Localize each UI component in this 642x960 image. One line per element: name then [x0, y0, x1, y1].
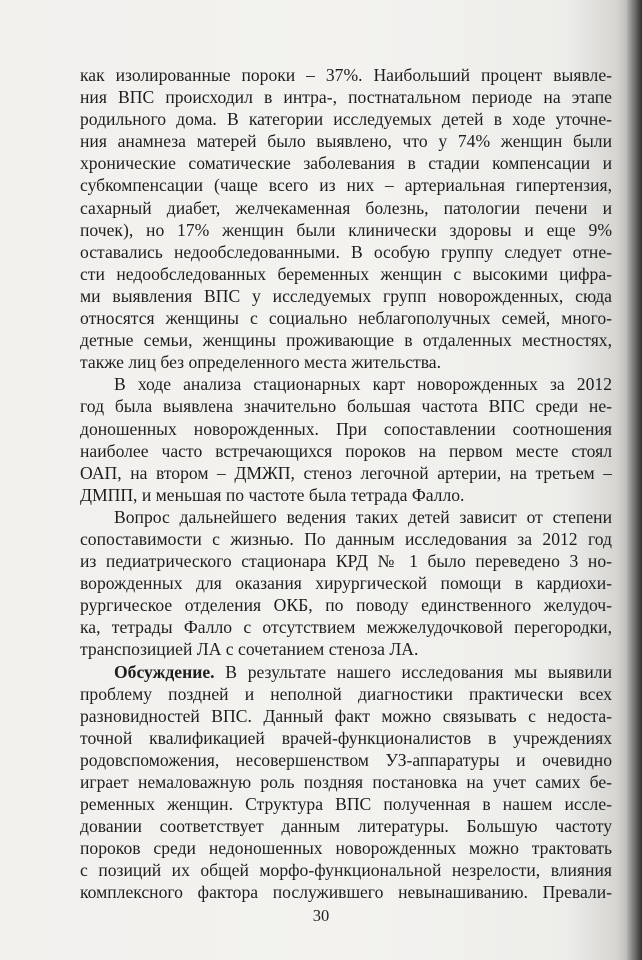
text-line: также лиц без определенного места жительства.: [80, 352, 441, 373]
paragraph-discussion: [80, 661, 612, 904]
text-line: хронические соматические заболевания в стадии компенсации и: [80, 153, 612, 174]
text-line: сопоставимости с жизнью. По данным исследования за 2012 год: [80, 528, 612, 549]
text-line: год была выявлена значительно большая частота ВПС среди не-: [80, 396, 612, 417]
paragraph-1: [80, 64, 612, 373]
text-line: оставались недообследованными. В особую группу следует отне-: [80, 241, 612, 262]
text-line: комплексного фактора послужившего невынашиванию. Превали-: [80, 882, 612, 903]
text-line: ворожденных для оказания хирургической помощи в кардиохи-: [80, 573, 612, 594]
body-text: [80, 64, 612, 904]
page-binding-shadow: [626, 0, 642, 960]
text-line: точной квалификацией врачей-функционалистов в учреждениях: [80, 727, 612, 748]
text-line: ДМПП, и меньшая по частоте была тетрада Фалло.: [80, 484, 465, 505]
paragraph-2: [80, 373, 612, 506]
text-line: относятся женщины с социально неблагополучных семей, много-: [80, 308, 612, 329]
text-line: играет немаловажную роль поздняя постановка на учет самих бе-: [80, 772, 612, 792]
text-line: субкомпенсации (чаще всего из них – артериальная гипертензия,: [80, 175, 612, 196]
text-line: из педиатрического стационара КРД № 1 было переведено 3 но-: [80, 551, 612, 572]
text-line: сти недообследованных беременных женщин с высокими цифра-: [80, 263, 612, 284]
text-line: [80, 661, 612, 683]
text-line: родильного дома. В категории исследуемых детей в ходе уточне-: [80, 109, 612, 130]
text-line: ния ВПС происходил в интра-, постнатальном периоде на этапе: [80, 87, 612, 108]
text-line: ОАП, на втором – ДМЖП, стеноз легочной артерии, на третьем –: [80, 462, 612, 483]
text-line: проблему поздней и неполной диагностики практически всех: [80, 683, 612, 704]
text-line: пороков среди недоношенных новорожденных можно трактовать: [80, 838, 612, 859]
text-line: сахарный диабет, желчекаменная болезнь, патологии печени и: [80, 197, 612, 218]
paragraph-3: [80, 506, 612, 661]
text-line: детные семьи, женщины проживающие в отдаленных местностях,: [80, 330, 612, 351]
text-line: рургическое отделения ОКБ, по поводу единственного желудоч-: [80, 595, 612, 616]
text-line: разновидностей ВПС. Данный факт можно связывать с недоста-: [80, 705, 612, 726]
text-line: ния анамнеза матерей было выявлено, что у 74% женщин были: [80, 131, 612, 152]
text-line: почек), но 17% женщин были клинически здоровы и еще 9%: [80, 219, 612, 240]
text-line: с позиций их общей морфо-функциональной незрелости, влияния: [80, 860, 612, 881]
text-line: родовспоможения, несовершенством УЗ-аппаратуры и очевидно: [80, 749, 612, 770]
text-line: довании соответствует данным литературы. Большую частоту: [80, 816, 612, 837]
section-heading: Обсуждение.: [114, 661, 215, 682]
page-number: 30: [312, 906, 330, 925]
text-line: транспозицией ЛА с сочетанием стеноза ЛА.: [80, 639, 419, 660]
text-line: Вопрос дальнейшего ведения таких детей зависит от степени: [114, 506, 612, 527]
text-line: В ходе анализа стационарных карт новорожденных за 2012: [114, 374, 612, 395]
text-line: ка, тетрады Фалло с отсутствием межжелудочковой перегородки,: [80, 617, 612, 638]
text-line: ременных женщин. Структура ВПС полученная в нашем иссле-: [80, 794, 612, 815]
heading-line-text: В результате нашего исследования мы выявили: [214, 661, 612, 682]
text-line: как изолированные пороки – 37%. Наибольший процент выявле-: [80, 65, 612, 85]
text-line: наиболее часто встречающихся пороков на первом месте стоял: [80, 440, 612, 461]
text-line: доношенных новорожденных. При сопоставлении соотношения: [80, 418, 612, 439]
text-line: ми выявления ВПС у исследуемых групп новорожденных, сюда: [80, 285, 612, 306]
